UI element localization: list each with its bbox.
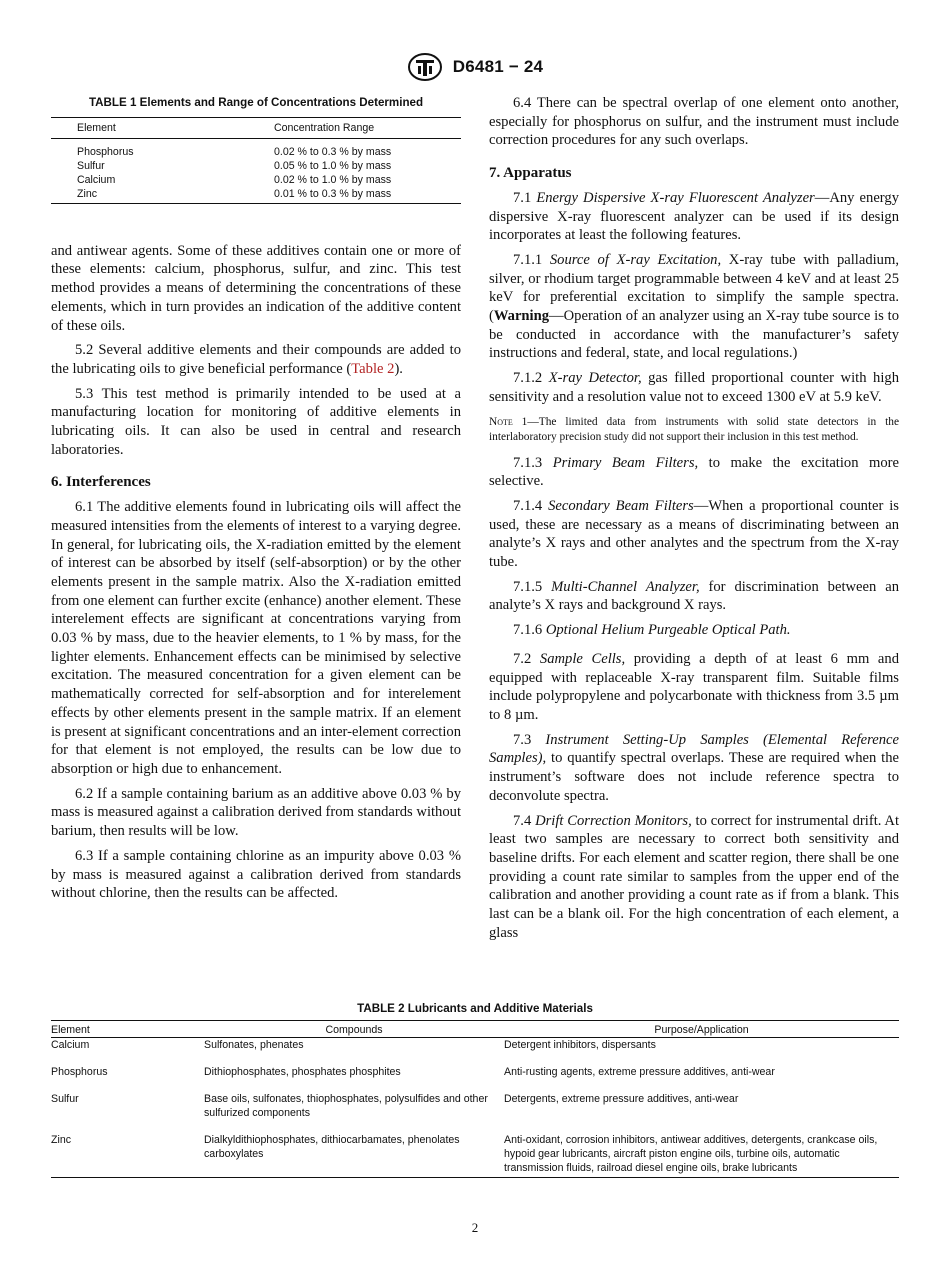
astm-logo-icon	[407, 52, 443, 82]
table-header-row	[51, 1021, 899, 1038]
table-2-link[interactable]: Table 2	[351, 360, 395, 377]
right-column	[489, 94, 899, 948]
page-number: 2	[471, 1220, 479, 1235]
table-cell: Sulfonates, phenates	[204, 1039, 304, 1051]
paragraph-6-1: 6.1 The additive elements found in lubricating oils will affect the measured intensities from the elements of interest to a varying degree. In general, for lubricating oils, the X-radiation emitted by the element of interest can be absorbed by itself (self-absorption) or by the other elements present in the sample matrix. Also the X-radiation emitted from one element can further excite (enhance) another element. These interelement effects are significant at concentrations varying from 0.03 % by mass, due to the heavier elements, to 1 % by mass, for the lighter elements. Enhancement effects can be minimised by selective excitation. The measured concentration for a given element can be mathematically corrected for self-absorption and for interelement effects by other elements present in the sample matrix. If an element is present at significant concentrations and an inter-element correction for that element is not employed, the results can be low due to absorption or high due to enhancement.	[51, 499, 461, 777]
table-cell: Anti-rusting agents, extreme pressure additives, anti-wear	[504, 1066, 775, 1078]
paragraph-text: —When a proportional counter is used, these are necessary as a means of discriminating between an analyte’s X rays and other analytes and the spectrum from the X-ray tube.	[489, 497, 899, 571]
section-number: 7.1.2	[513, 370, 549, 387]
paragraph-7-1-2	[489, 369, 899, 406]
table-cell: 0.02 % to 0.3 % by mass	[274, 145, 392, 158]
section-number: 7.1.1	[513, 251, 550, 268]
paragraph-text: ).	[394, 360, 403, 377]
left-column	[51, 94, 461, 909]
table-cell: 0.05 % to 1.0 % by mass	[274, 159, 392, 172]
paragraph-7-1-3	[489, 454, 899, 491]
table-cell: Zinc	[51, 1133, 204, 1178]
section-6-heading: 6. Interferences	[51, 474, 151, 491]
table-cell: Phosphorus	[77, 145, 134, 158]
table-row	[51, 173, 461, 187]
table-2-caption: TABLE 2 Lubricants and Additive Materials	[357, 1002, 593, 1015]
term: Source of X-ray Excitation,	[549, 251, 722, 268]
table-1-caption: TABLE 1 Elements and Range of Concentrations Determined	[88, 96, 424, 109]
paragraph-text: —Any energy dispersive X-ray fluorescent analyzer can be used if its design incorporates at least the following features.	[489, 189, 899, 244]
paragraph-7-1	[489, 189, 899, 245]
table-cell: Zinc	[51, 187, 274, 204]
table-cell: 0.02 % to 1.0 % by mass	[274, 173, 392, 186]
note-text: —The limited data from instruments with solid state detectors in the interlaboratory precision study did not support their inclusion in this test method.	[489, 415, 899, 444]
table-cell: Calcium	[77, 173, 116, 186]
paragraph-5-2	[51, 341, 461, 378]
table-header-cell: Concentration Range	[274, 117, 461, 138]
paragraph-7-1-4	[489, 497, 899, 572]
term: X-ray Detector,	[548, 370, 642, 387]
term: Instrument Setting-Up Samples (Elemental Reference Samples),	[489, 731, 900, 767]
paragraph-text: —Operation of an analyzer using an X-ray tube source is to be conducted in accordance with the manufacturer’s safety instructions and federal, state, and local regulations.)	[489, 308, 899, 362]
paragraph-5-3: 5.3 This test method is primarily intended to be used at a manufacturing location for monitoring of additive elements in lubricating oils. It can also be used in central and research laboratories.	[51, 385, 461, 458]
term: Energy Dispersive X-ray Fluorescent Analyzer	[536, 189, 815, 206]
table-1-grid	[51, 117, 461, 204]
paragraph-text: to correct for instrumental drift. At least two samples are necessary to correct both sensitivity and baseline drifts. For each element and scatter region, there shall be one providing a count rate similar to samples from the upper end of the calibration and another providing a count rate as if from a blank. This last can be a blank oil. For the high concentration of each element, a glass	[489, 812, 900, 941]
section-number: 7.1.5	[513, 578, 552, 595]
page-header	[0, 52, 950, 86]
term: Primary Beam Filters,	[552, 454, 699, 471]
paragraph-text: for discrimination between an analyte’s X rays and background X rays.	[489, 578, 899, 614]
paragraph-6-2: 6.2 If a sample containing barium as an additive above 0.03 % by mass is measured against a calibration derived from standards without barium, then results will be low.	[51, 785, 461, 840]
table-row	[51, 159, 461, 173]
note-1	[489, 415, 899, 446]
term: Secondary Beam Filters	[548, 497, 694, 514]
table-1	[51, 94, 461, 204]
table-row	[51, 1092, 899, 1133]
section-number: 7.3	[513, 731, 546, 748]
paragraph-7-4	[489, 812, 899, 943]
section-number: 7.1.4	[513, 497, 549, 514]
table-cell: 0.01 % to 0.3 % by mass	[274, 187, 461, 204]
paragraph-text: gas filled proportional counter with high sensitivity and a resolution value not to exceed 1300 eV at 5.9 keV.	[489, 370, 899, 405]
table-header-cell: Purpose/Application	[504, 1021, 899, 1038]
term: Multi-Channel Analyzer,	[551, 578, 700, 595]
table-2	[51, 1002, 899, 1178]
table-cell: Detergent inhibitors, dispersants	[504, 1039, 656, 1051]
table-header-cell: Compounds	[204, 1021, 504, 1038]
table-row	[51, 1038, 899, 1066]
warning-label: Warning	[493, 308, 550, 325]
term: Optional Helium Purgeable Optical Path.	[545, 622, 791, 639]
paragraph-text: 5.2 Several additive elements and their compounds are added to the lubricating oils to give beneficial performance (	[51, 342, 461, 377]
table-2-grid	[51, 1020, 899, 1178]
paragraph-7-3	[489, 731, 899, 806]
section-number: 7.2	[513, 650, 540, 667]
section-number: 7.1.3	[513, 454, 553, 471]
table-cell: Detergents, extreme pressure additives, anti-wear	[504, 1093, 739, 1105]
term: Drift Correction Monitors,	[535, 812, 692, 829]
table-row	[51, 138, 461, 159]
paragraph-6-4: 6.4 There can be spectral overlap of one element onto another, especially for phosphorus on sulfur, and the instrument must include correction procedures for any such overlaps.	[489, 95, 899, 149]
table-cell: Dialkyldithiophosphates, dithiocarbamates, phenolates carboxylates	[204, 1133, 504, 1178]
paragraph-text: to quantify spectral overlaps. These are required when the instrument’s software does not include reference spectra to deconvolute spectra.	[489, 750, 899, 804]
table-cell: Anti-oxidant, corrosion inhibitors, antiwear additives, detergents, crankcase oils, hypoid gear lubricants, aircraft piston engine oils, turbine oils, automatic transmission fluids, railroad diesel engine oils, brake lubricants	[504, 1133, 899, 1178]
section-number: 7.1	[513, 189, 537, 206]
table-cell: Calcium	[51, 1039, 90, 1051]
term: Sample Cells,	[539, 650, 626, 667]
document-id: D6481 − 24	[452, 57, 544, 76]
table-header-cell: Element	[51, 1021, 204, 1038]
paragraph-5-1-continued: and antiwear agents. Some of these additives contain one or more of these elements: calcium, phosphorus, sulfur, and zinc. This test method provides a means of determining the concentrations of these elements, which in turn provides an indication of the additive content of these oils.	[51, 242, 461, 334]
paragraph-text: providing a depth of at least 6 mm and equipped with replaceable X-ray transparent film. Suitable films include polypropylene and polycarbonate with thickness from 3.5 µm to 8 µm.	[489, 650, 900, 723]
table-row	[51, 1133, 899, 1178]
table-cell: Base oils, sulfonates, thiophosphates, polysulfides and other sulfurized components	[204, 1093, 488, 1119]
note-label: Note 1	[489, 415, 528, 428]
section-7-heading: 7. Apparatus	[489, 165, 572, 182]
table-cell: Phosphorus	[51, 1066, 108, 1078]
table-row	[51, 1065, 899, 1092]
table-header-row	[51, 117, 461, 138]
table-row	[51, 187, 461, 204]
paragraph-7-1-5	[489, 578, 899, 615]
paragraph-text: to make the excitation more selective.	[489, 454, 899, 490]
paragraph-7-1-6	[489, 621, 899, 640]
paragraph-7-2	[489, 650, 899, 725]
table-cell: Sulfur	[51, 1093, 79, 1105]
paragraph-text: X-ray tube with palladium, silver, or rhodium target programmable between 4 keV and at least 25 keV for preferential excitation to simplify the sample spectra. (	[489, 251, 899, 325]
table-header-cell: Element	[51, 117, 274, 138]
paragraph-7-1-1	[489, 251, 899, 363]
section-number: 7.4	[513, 812, 536, 829]
table-cell: Sulfur	[77, 159, 105, 172]
table-cell: Dithiophosphates, phosphates phosphites	[204, 1066, 401, 1078]
section-number: 7.1.6	[513, 622, 546, 639]
paragraph-6-3: 6.3 If a sample containing chlorine as an impurity above 0.03 % by mass is measured against a calibration derived from standards without chlorine, then the results can be affected.	[51, 847, 461, 902]
